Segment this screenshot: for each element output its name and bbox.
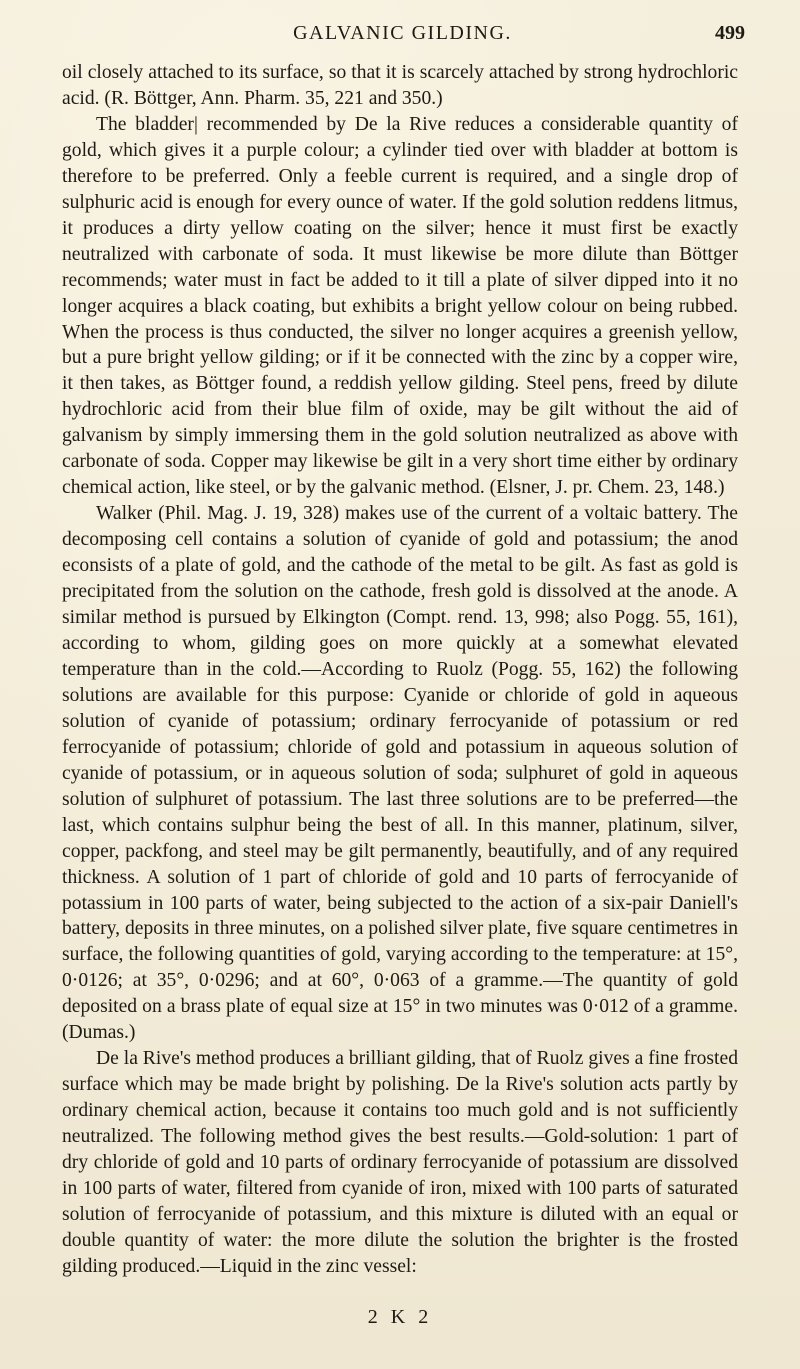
- paragraph-de-la-rive-method: De la Rive's method produces a brilliant gilding, that of Ruolz gives a fine frosted surface which may be made bright by polishing. De la Rive's solution acts partly by ordinary chemical action, because it contains too much gold and is not sufficiently neutralized. The following method gives the best results.—Gold-solution: 1 part of dry chloride of gold and 10 parts of ordinary ferrocyanide of potassium are dissolved in 100 parts of water, filtered from cyanide of iron, mixed with 100 parts of saturated solution of ferrocyanide of potassium, and this mixture is diluted with an equal or double quantity of water: the more dilute the solution the brighter is the frosted gilding produced.—Liquid in the zinc vessel:: [62, 1048, 738, 1277]
- paragraph-walker-battery: Walker (Phil. Mag. J. 19, 328) makes use of the current of a voltaic battery. The decomposing cell contains a solution of cyanide of gold and potassium; the anod econsists of a plate of gold, and the cathode of the metal to be gilt. As fast as gold is precipitated from the solution on the cathode, fresh gold is dissolved at the anode. A similar method is pursued by Elkington (Compt. rend. 13, 998; also Pogg. 55, 161), according to whom, gilding goes on more quickly at a somewhat elevated temperature than in the cold.—According to Ruolz (Pogg. 55, 162) the following solutions are available for this purpose: Cyanide or chloride of gold in aqueous solution of cyanide of potassium; ordinary ferrocyanide of potassium or red ferrocyanide of potassium; chloride of gold and potassium in aqueous solution of cyanide of potassium, or in aqueous solution of soda; sulphuret of gold in aqueous solution of sulphuret of potassium. The last three solutions are to be preferred—the last, which contains sulphur being the best of all. In this manner, platinum, silver, copper, packfong, and steel may be gilt permanently, beautifully, and of any required thickness. A solution of 1 part of chloride of gold and 10 parts of ferrocyanide of potassium in 100 parts of water, being subjected to the action of a six-pair Daniell's battery, deposits in three minutes, on a polished silver plate, five square centimetres in surface, the following quantities of gold, varying according to the temperature: at 15°, 0·0126; at 35°, 0·0296; and at 60°, 0·063 of a gramme.—The quantity of gold deposited on a brass plate of equal size at 15° in two minutes was 0·012 of a gramme. (Dumas.): [62, 503, 738, 1044]
- running-head: GALVANIC GILDING.: [293, 22, 512, 44]
- paragraph-continuation: oil closely attached to its surface, so that it is scarcely attached by strong hydrochloric acid. (R. Böttger, Ann. Pharm. 35, 221 and 350.): [62, 62, 738, 109]
- page-header: [60, 22, 745, 52]
- body-text: [62, 60, 738, 1280]
- paragraph-de-la-rive-bladder: The bladder| recommended by De la Rive reduces a considerable quantity of gold, which gives it a purple colour; a cylinder tied over with bladder at bottom is therefore to be preferred. Only a feeble current is required, and a single drop of sulphuric acid is enough for every ounce of water. If the gold solution reddens litmus, it produces a dirty yellow coating on the silver; hence it must first be exactly neutralized with carbonate of soda. It must likewise be more dilute than Böttger recommends; water must in fact be added to it till a plate of silver dipped into it no longer acquires a black coating, but exhibits a bright yellow colour on being rubbed. When the process is thus conducted, the silver no longer acquires a greenish yellow, but a pure bright yellow gilding; or if it be connected with the zinc by a copper wire, it then takes, as Böttger found, a reddish yellow gilding. Steel pens, freed by dilute hydrochloric acid from their blue film of oxide, may be gilt without the aid of galvanism by simply immersing them in the gold solution neutralized as above with carbonate of soda. Copper may likewise be gilt in a very short time either by ordinary chemical action, like steel, or by the galvanic method. (Elsner, J. pr. Chem. 23, 148.): [62, 113, 738, 499]
- signature-mark: 2 K 2: [367, 1306, 433, 1328]
- page-number: 499: [715, 22, 745, 44]
